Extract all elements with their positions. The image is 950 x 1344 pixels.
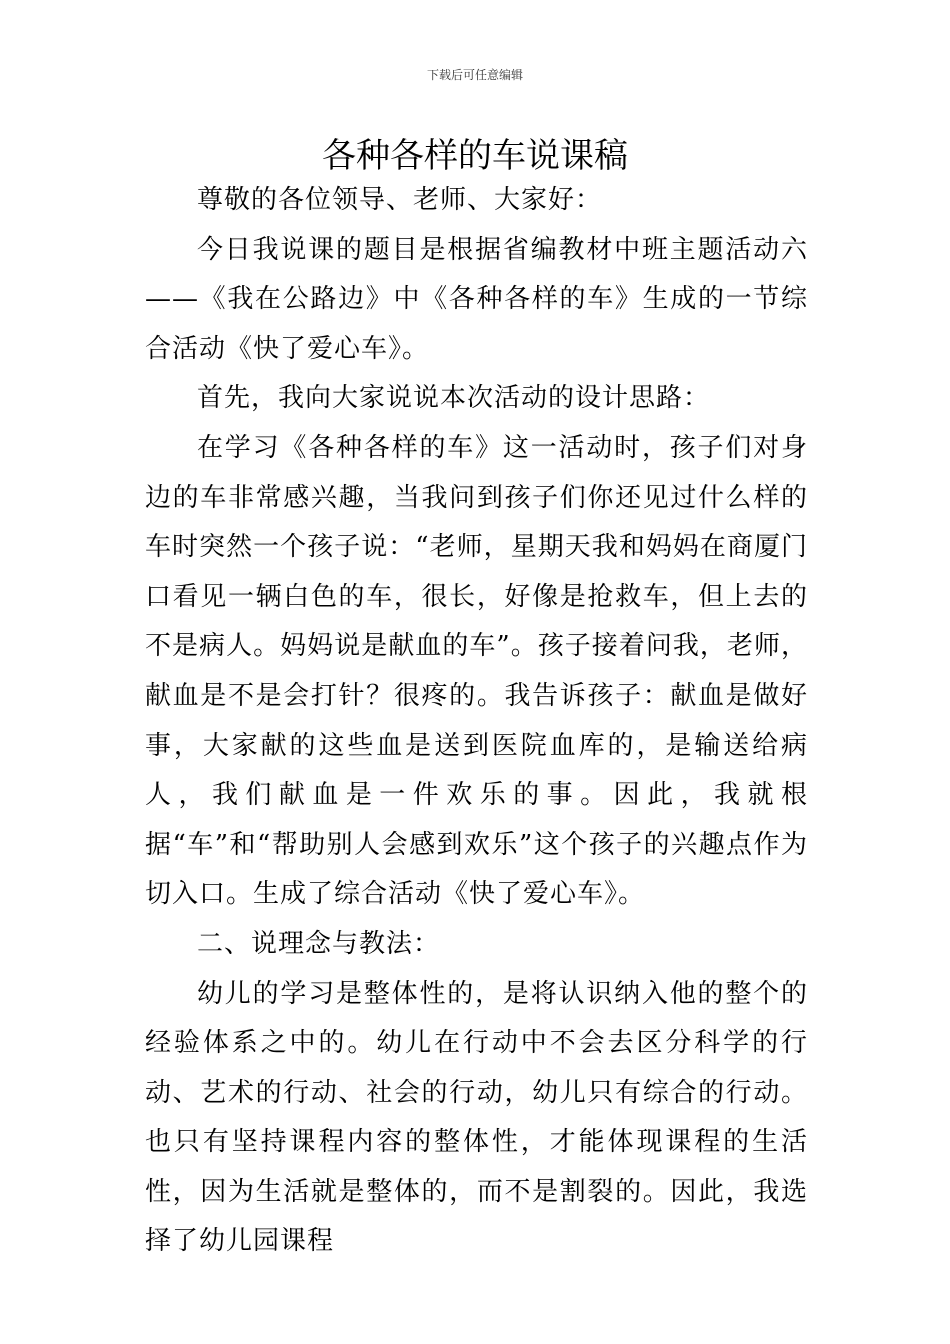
document-body	[145, 176, 808, 1267]
document-title: 各种各样的车说课稿	[322, 136, 628, 176]
header-note: 下载后可任意编辑	[426, 68, 523, 82]
paragraph-greeting: 尊敬的各位领导、老师、大家好：	[197, 185, 603, 215]
paragraph-section-heading: 二、说理念与教法：	[197, 928, 441, 959]
paragraph-philosophy: 幼儿的学习是整体性的，是将认识纳入他的整个的经验体系之中的。幼儿在行动中不会去区分科学的行动、艺术的行动、社会的行动，幼儿只有综合的行动。也只有坚持课程内容的整体性，才能体现课程的生活性，因为生活就是整体的，而不是割裂的。因此，我选择了幼儿园课程	[145, 978, 808, 1257]
paragraph-design-detail: 在学习《各种各样的车》这一活动时，孩子们对身边的车非常感兴趣，当我问到孩子们你还见过什么样的车时突然一个孩子说：“老师，星期天我和妈妈在商厦门口看见一辆白色的车，很长，好像是抢救车，但上去的不是病人。妈妈说是献血的车”。孩子接着问我，老师，献血是不是会打针？很疼的。我告诉孩子：献血是做好事，大家献的这些血是送到医院血库的，是输送给病人，我们献血是一件欢乐的事。因此，我就根据“车”和“帮助别人会感到欢乐”这个孩子的兴趣点作为切入口。生成了综合活动《快了爱心车》。	[145, 432, 808, 910]
paragraph-topic: 今日我说课的题目是根据省编教材中班主题活动六——《我在公路边》中《各种各样的车》生成的一节综合活动《快了爱心车》。	[145, 234, 808, 364]
paragraph-design-intro: 首先，我向大家说说本次活动的设计思路：	[197, 383, 711, 414]
